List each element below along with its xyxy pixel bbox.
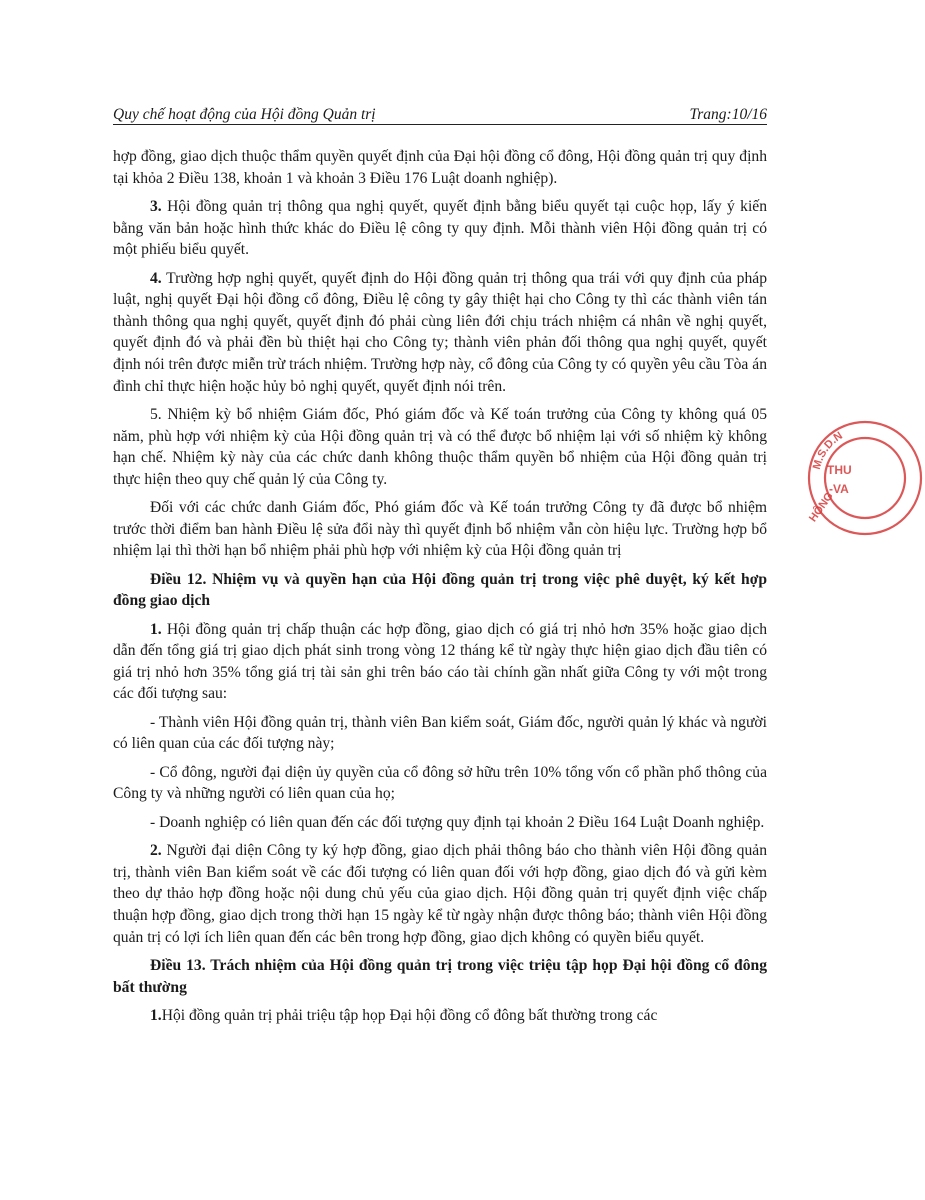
bullet-item: - Doanh nghiệp có liên quan đến các đối tượng quy định tại khoản 2 Điều 164 Luật Doanh nghiệp. (150, 813, 765, 831)
clause-2-number: 2. (150, 842, 162, 860)
paragraph-continued: hợp đồng, giao dịch thuộc thẩm quyền quyết định của Đại hội đồng cổ đông, Hội đồng quản trị quy định tại khỏa 2 Điều 138, khoản 1 và khoản 3 Điều 176 Luật doanh nghiệp). (113, 148, 767, 187)
stamp-text-outer: M.S.D.N (810, 429, 845, 471)
bullet-item: - Thành viên Hội đồng quản trị, thành viên Ban kiểm soát, Giám đốc, người quản lý khác và người có liên quan của các đối tượng này; (113, 713, 767, 753)
paragraph-3-number: 3. (150, 197, 162, 215)
paragraph-4-number: 4. (150, 269, 162, 287)
page-number: Trang:10/16 (689, 106, 767, 123)
article-12-clause-2 (113, 840, 767, 948)
article-13-clause-1 (113, 1005, 767, 1027)
paragraph-6: Đối với các chức danh Giám đốc, Phó giám đốc và Kế toán trưởng Công ty đã được bổ nhiệm trước thời điểm ban hành Điều lệ sửa đổi này thì quyết định bổ nhiệm vẫn còn hiệu lực. Trường hợp bổ nhiệm lại thì thời hạn bổ nhiệm phải phù hợp với nhiệm kỳ của Hội đồng quản trị (113, 499, 767, 560)
stamp-text-mid2: -VA (829, 482, 849, 496)
clause-2-text: Người đại diện Công ty ký hợp đồng, giao dịch phải thông báo cho thành viên Hội đồng quản trị, thành viên Ban kiểm soát về các đối tượng có liên quan đối với hợp đồng, giao dịch đó và gửi kèm theo dự thảo hợp đồng hoặc nội dung chủ yếu của giao dịch. Hội đồng quản trị quyết định việc chấp thuận hợp đồng, giao dịch trong thời hạn 15 ngày kể từ ngày nhận được thông báo; thành viên Hội đồng quản trị có lợi ích liên quan đến các bên trong hợp đồng, giao dịch không có quyền biểu quyết. (113, 842, 767, 946)
document-body (113, 146, 767, 1033)
paragraph-4-text: Trường hợp nghị quyết, quyết định do Hội đồng quản trị thông qua trái với quy định của pháp luật, nghị quyết Đại hội đồng cổ đông, Điều lệ công ty gây thiệt hại cho Công ty thì các thành viên tán thành thông qua nghị quyết, quyết định đó phải cùng liên đới chịu trách nhiệm cá nhân về nghị quyết, quyết định đó và phải đền bù thiệt hại cho Công ty; thành viên phản đối thông qua nghị quyết, quyết định nói trên được miễn trừ trách nhiệm. Trường hợp này, cổ đông của Công ty có quyền yêu cầu Tòa án đình chỉ thực hiện hoặc hủy bỏ nghị quyết, quyết định nói trên. (113, 269, 767, 395)
article-13-heading: Điều 13. Trách nhiệm của Hội đồng quản trị trong việc triệu tập họp Đại hội đồng cổ đông bất thường (113, 956, 767, 996)
stamp-text-bottom: HÔNG (807, 490, 836, 525)
paragraph-3 (113, 196, 767, 261)
stamp-text-mid1: THU (827, 463, 852, 477)
clause-1-number: 1. (150, 620, 162, 638)
page-header (113, 106, 767, 125)
paragraph-4 (113, 268, 767, 398)
paragraph-3-text: Hội đồng quản trị thông qua nghị quyết, quyết định bằng biểu quyết tại cuộc họp, lấy ý kiến bằng văn bản hoặc hình thức khác do Điều lệ công ty quy định. Mỗi thành viên Hội đồng quản trị có một phiếu biểu quyết. (113, 197, 767, 259)
paragraph-5: 5. Nhiệm kỳ bổ nhiệm Giám đốc, Phó giám đốc và Kế toán trưởng của Công ty không quá 05 năm, phù hợp với nhiệm kỳ của Hội đồng quản trị và có thể được bổ nhiệm lại với số nhiệm kỳ không hạn chế. Nhiệm kỳ này của các chức danh không thuộc thẩm quyền bổ nhiệm của Hội đồng quản trị thực hiện theo quy chế quản lý của Công ty. (113, 405, 767, 488)
clause-1-number: 1. (150, 1006, 162, 1024)
article-12-heading: Điều 12. Nhiệm vụ và quyền hạn của Hội đồng quản trị trong việc phê duyệt, ký kết hợp đồng giao dịch (113, 570, 767, 610)
bullet-item: - Cổ đông, người đại diện ủy quyền của cổ đông sở hữu trên 10% tổng vốn cổ phần phổ thông của Công ty và những người có liên quan của họ; (113, 763, 767, 803)
company-seal-stamp (805, 418, 925, 538)
clause-1-text: Hội đồng quản trị phải triệu tập họp Đại hội đồng cổ đông bất thường trong các (161, 1006, 658, 1024)
clause-1-text: Hội đồng quản trị chấp thuận các hợp đồng, giao dịch có giá trị nhỏ hơn 35% hoặc giao dịch dẫn đến tổng giá trị giao dịch phát sinh trong vòng 12 tháng kể từ ngày thực hiện giao dịch đầu tiên có giá trị nhỏ hơn 35% tổng giá trị tài sản ghi trên báo cáo tài chính gần nhất giữa Công ty với một trong các đối tượng sau: (113, 620, 767, 703)
document-title: Quy chế hoạt động của Hội đồng Quản trị (113, 106, 376, 123)
svg-text:M.S.D.N (811, 430, 845, 471)
article-12-clause-1 (113, 619, 767, 705)
